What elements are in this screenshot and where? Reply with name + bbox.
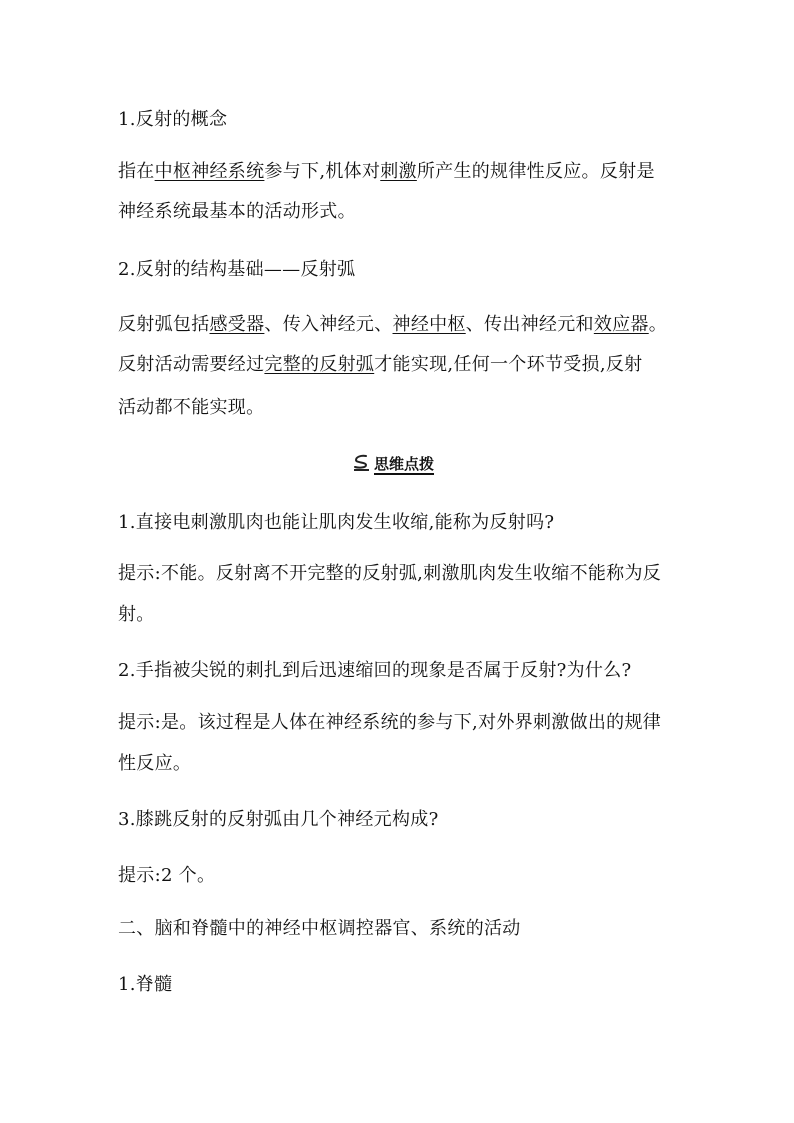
underlined-term: 中枢神经系统	[154, 161, 265, 182]
subheading-spinal-cord: 1.脊髓	[118, 974, 173, 995]
paragraph-line	[118, 353, 642, 377]
text: 。	[648, 314, 668, 335]
underlined-term: 刺激	[380, 161, 417, 182]
answer-1-line-1: 提示:不能。反射离不开完整的反射弧,刺激肌肉发生收缩不能称为反	[118, 563, 662, 584]
heading-reflex-concept: 1.反射的概念	[118, 109, 228, 130]
thinking-tips-title	[352, 454, 434, 477]
answer-2-line-1: 提示:是。该过程是人体在神经系统的参与下,对外界刺激做出的规律	[118, 712, 662, 733]
paragraph-line	[118, 160, 655, 184]
text: 、传入神经元、	[264, 314, 393, 335]
heading-part-2: 二、脑和脊髓中的神经中枢调控器官、系统的活动	[118, 918, 521, 939]
underlined-term: 完整的反射弧	[264, 354, 375, 375]
paragraph-line: 神经系统最基本的活动形式。	[118, 201, 356, 222]
underlined-term: 感受器	[209, 314, 265, 335]
text: 才能实现,任何一个环节受损,反射	[374, 354, 643, 375]
thinking-tips-text: 思维点拨	[374, 455, 435, 473]
text: 所产生的规律性反应。反射是	[416, 161, 655, 182]
answer-1-line-2: 射。	[118, 604, 155, 625]
paragraph-line: 活动都不能实现。	[118, 397, 265, 418]
answer-2-line-2: 性反应。	[118, 753, 192, 774]
heading-reflex-arc: 2.反射的结构基础——反射弧	[118, 259, 356, 280]
question-2: 2.手指被尖锐的刺扎到后迅速缩回的现象是否属于反射?为什么?	[118, 660, 632, 681]
text: 参与下,机体对	[264, 161, 381, 182]
text: 反射活动需要经过	[118, 354, 265, 375]
thinking-tip-icon	[352, 454, 372, 477]
underlined-term: 神经中枢	[392, 314, 466, 335]
text: 、传出神经元和	[465, 314, 594, 335]
question-3: 3.膝跳反射的反射弧由几个神经元构成?	[118, 809, 439, 830]
answer-3: 提示:2 个。	[118, 865, 216, 886]
question-1: 1.直接电刺激肌肉也能让肌肉发生收缩,能称为反射吗?	[118, 512, 555, 533]
text: 反射弧包括	[118, 314, 210, 335]
paragraph-line	[118, 313, 667, 337]
underlined-term: 效应器	[593, 314, 649, 335]
text: 指在	[118, 161, 155, 182]
